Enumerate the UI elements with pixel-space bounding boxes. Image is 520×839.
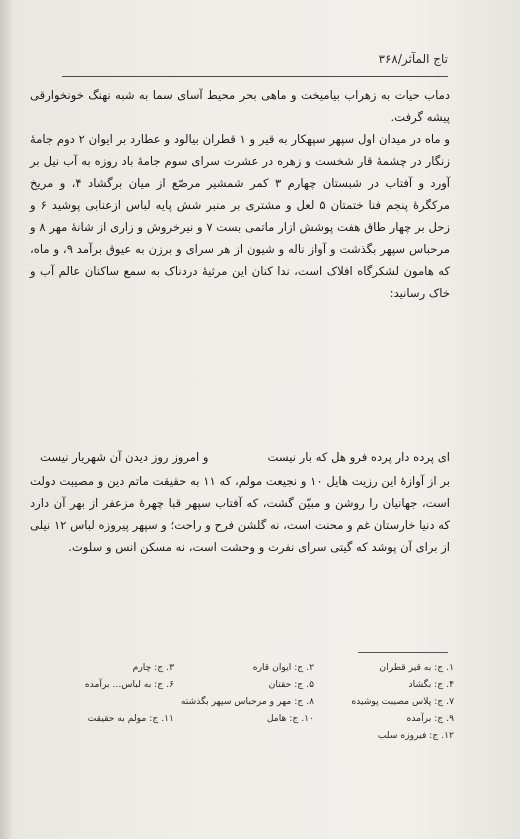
footnote — [44, 728, 174, 745]
footnote-row — [40, 677, 454, 694]
footnote — [174, 728, 314, 745]
footnote: ۱۱. ج: مولم به حقیقت — [87, 713, 174, 724]
footnote: ۵. ج: حقتان — [268, 679, 314, 690]
footnote: ۱۰. ج: هامل — [266, 713, 314, 724]
footnote — [44, 694, 174, 711]
footnote-row — [40, 694, 454, 711]
paragraph-1: دماب حیات به زهراب بیامیخت و ماهی بحر محیط آسای سما به شبه نهنگ خونخوارقی پیشه گرفت. — [30, 88, 450, 124]
footnote: ۴. ج: بگشاد — [408, 679, 454, 690]
header-rule — [62, 76, 448, 77]
footnote-rule — [358, 652, 448, 653]
footnote-row — [40, 660, 454, 677]
verse-line — [40, 446, 450, 468]
footnotes — [40, 660, 454, 745]
footnote: ۱۲. ج: فیروزه سلب — [377, 730, 454, 741]
running-title: تاج المآثر/۳۶۸ — [378, 52, 448, 66]
footnote: ۸. ج: مهر و مرحباس سپهر بگذشته — [180, 696, 314, 707]
footnote: ۷. ج: پلاس مصیبت پوشیده — [351, 696, 454, 707]
footnote: ۹. ج: برآمده — [406, 713, 454, 724]
footnote-row — [40, 711, 454, 728]
paragraph-2: و ماه در میدان اول سپهر سپهکار به قیر و ۱ قطران بیالود و عطارد بر ایوان ۲ دوم جامهٔ زنگار در چشمهٔ قار شخست و زهره در عشرت سرای سوم جامهٔ باد روزه به آب نیل بر آورد و آفتاب در شبستان چهارم ۳ کمر شمشیر مرصّع از میان برگشاد ۴، و مریخ مرکگرهٔ پنجم فنا ختمتان ۵ لعل و مشتری بر منبر شش پایه لباس ازعنابی پوشید ۶ و زحل بر چهار طاق هفت پوشش ازار ماتمی بست ۷ و نیرخروش و زاری از شانهٔ مهر ۸ و مرحباس سپهر بگذشت و آواز ناله و شیون از هر سرای و برزن به عیوق برآمد ۹، و ماه، که هامون لشکرگاه افلاک است، ندا کنان این مرثیهٔ دردناک به سمع ساکنان عالم آب و خاک رسانید: — [30, 132, 451, 300]
main-text — [30, 84, 450, 304]
footnote: ۶. ج: به لباس... برآمده — [84, 679, 174, 690]
paragraph-3: بر از آوازهٔ این رزیت هایل ۱۰ و نجیعت مولم، که ۱۱ به حقیقت ماتم دین و مصیبت دولت است، جهانیان را روشن و مبیّن گشت، که آفتاب سپهر قبا چهرهٔ مزعفر از بهر آن دارد که دنیا خارستان غم و محنت است، نه گلشن فرح و راحت؛ و سپهر پیروزه لباس ۱۲ نیلی از برای آن پوشد که گیتی سرای نفرت و وحشت است، نه مسکن انس و سلوت. — [30, 474, 451, 554]
verse-right-hemistich: ای پرده دار پرده فرو هل که بار نیست — [267, 450, 450, 464]
footnote: ۳. ج: چارم — [132, 662, 174, 673]
footnote-row — [40, 728, 454, 745]
verse-left-hemistich: و امروز روز دیدن آن شهریار نیست — [40, 450, 209, 464]
footnote: ۱. ج: به قیر قطران — [379, 662, 454, 673]
footnote: ۲. ج: ایوان قاره — [252, 662, 314, 673]
running-header — [62, 52, 448, 74]
